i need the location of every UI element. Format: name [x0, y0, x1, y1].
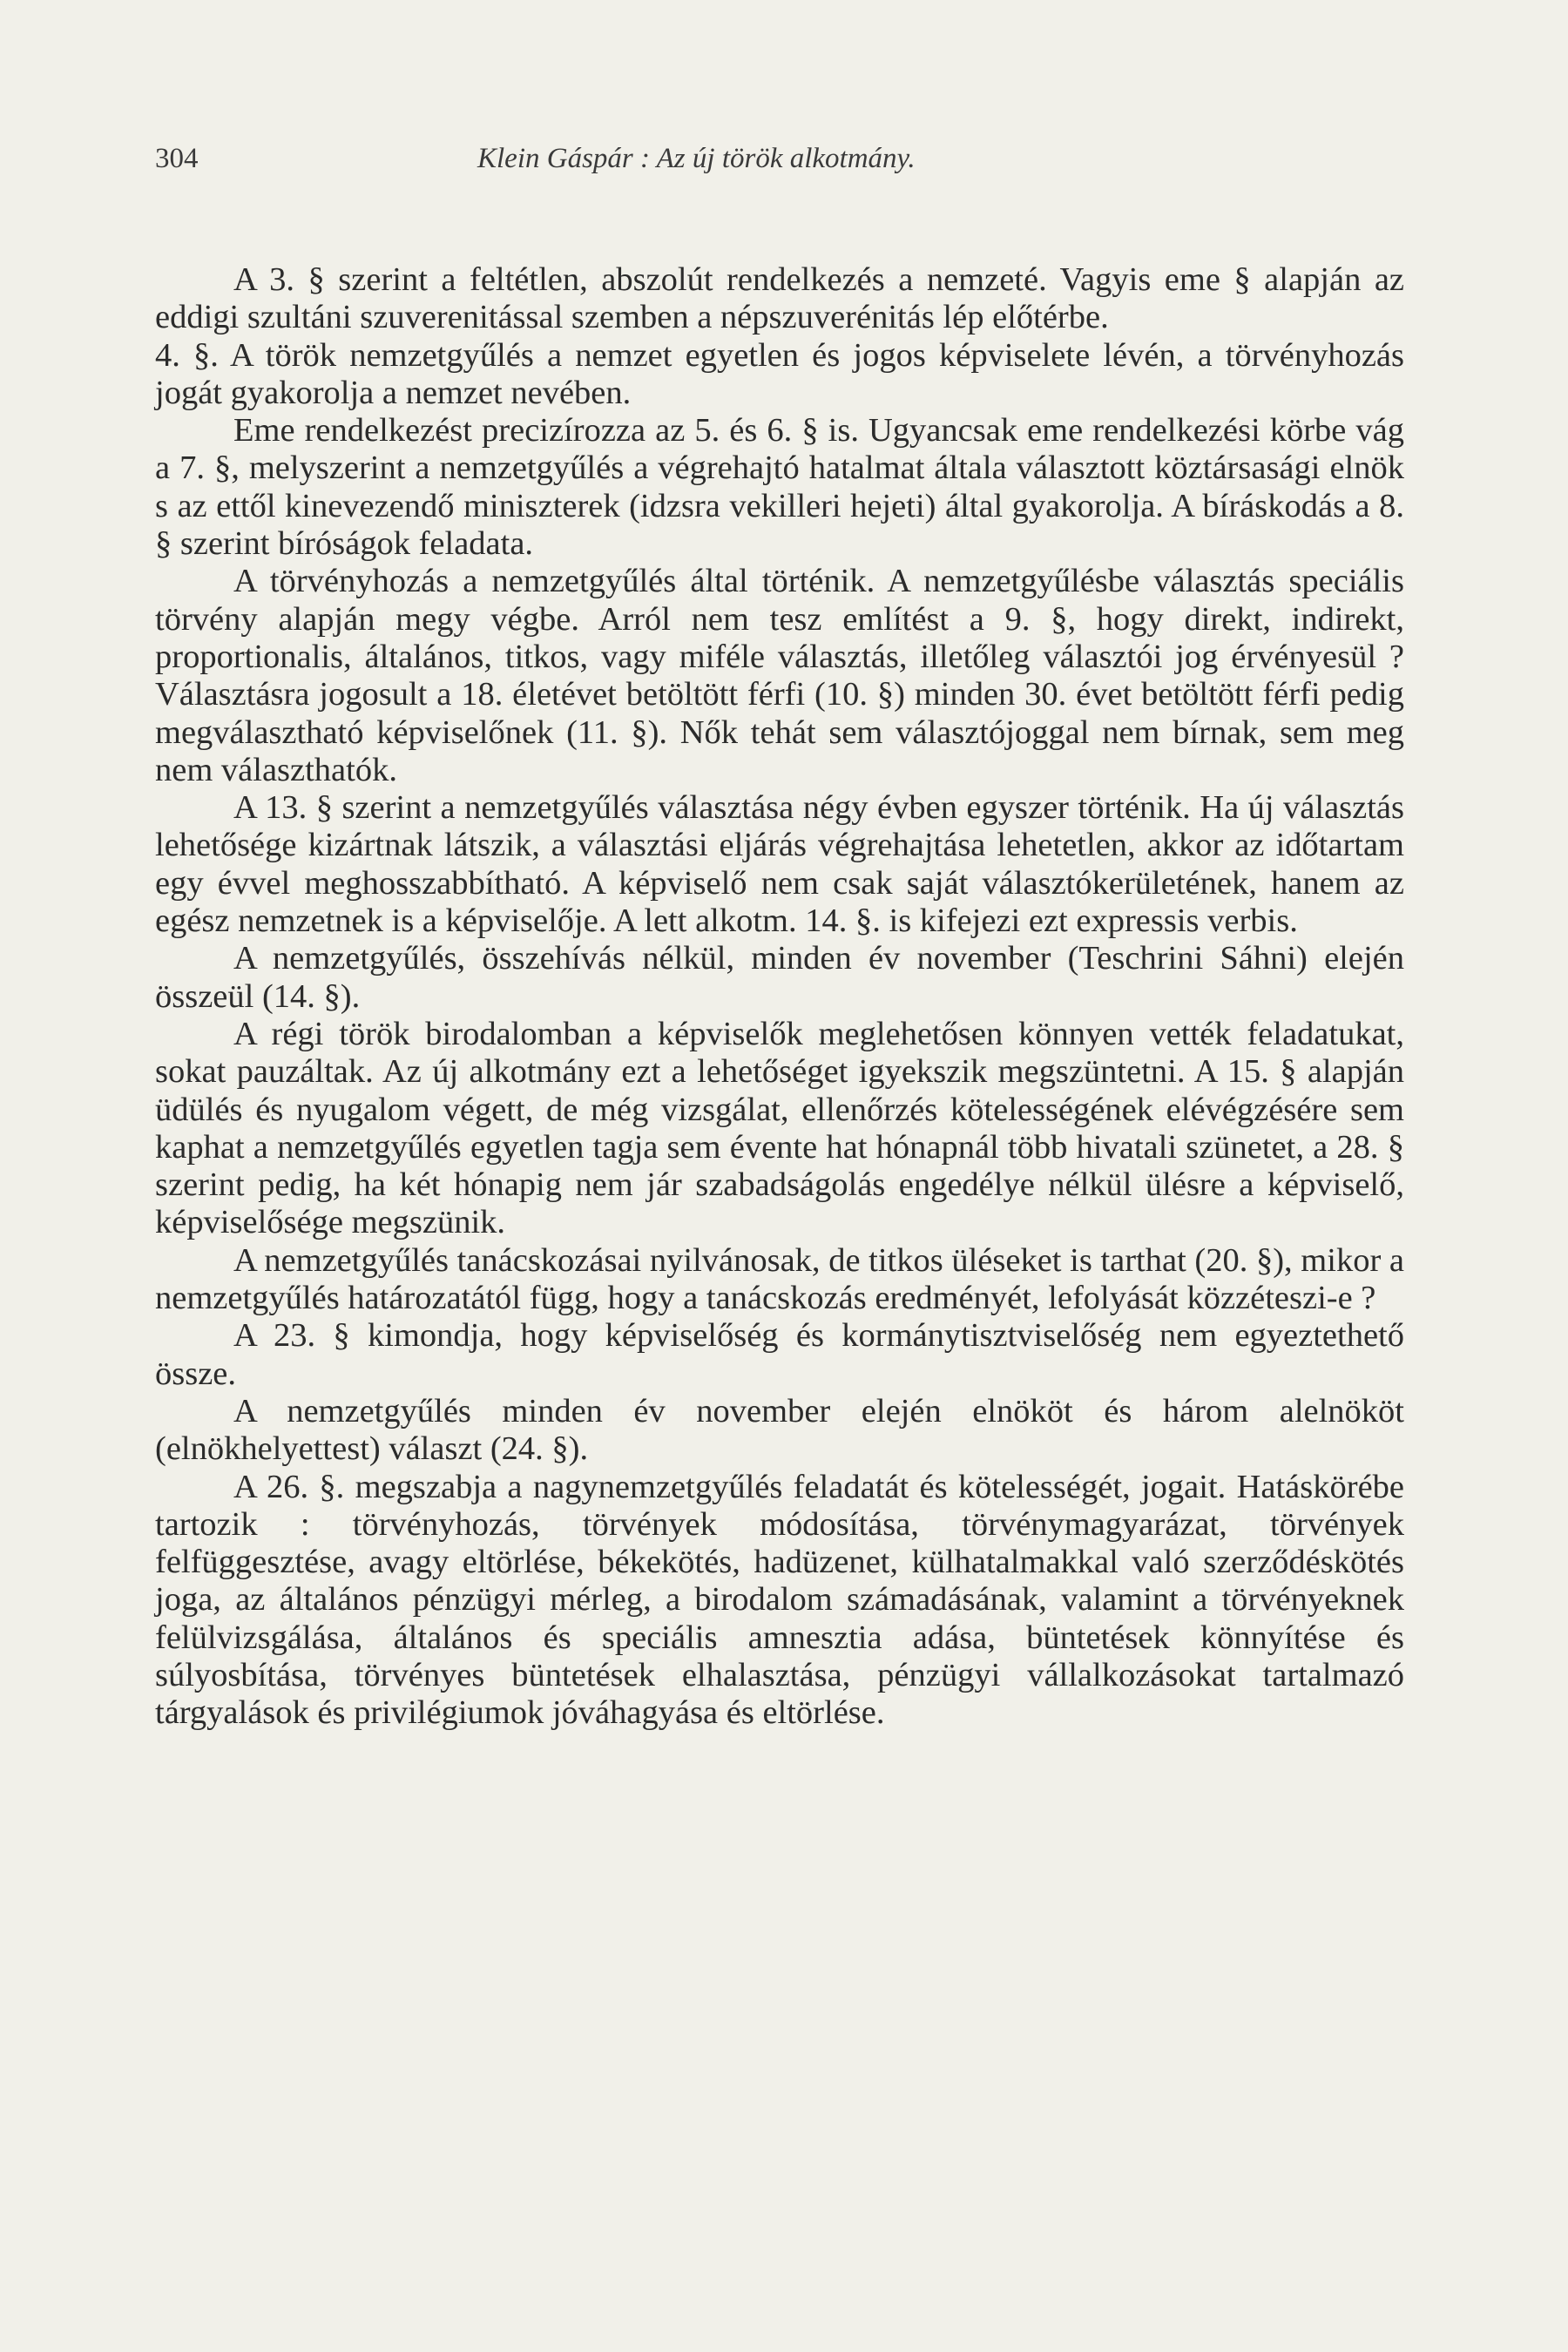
- paragraph: A nemzetgyűlés minden év november elején elnököt és három alelnököt (elnökhelyettest) választ (24. §).: [155, 1392, 1404, 1468]
- paragraph: A 3. § szerint a feltétlen, abszolút rendelkezés a nemzeté. Vagyis eme § alapján az eddigi szultáni szuverenitással szemben a népszuverénitás lép előtérbe.: [155, 261, 1404, 336]
- paragraph: Eme rendelkezést precizírozza az 5. és 6. § is. Ugyancsak eme rendelkezési körbe vág a 7. §, melyszerint a nemzetgyűlés a végrehajtó hatalmat általa választott köztársasági elnök s az ettől kinevezendő miniszterek (idzsra vekilleri hejeti) által gyakorolja. A bíráskodás a 8. § szerint bíróságok feladata.: [155, 412, 1404, 563]
- paragraph: 4. §. A török nemzetgyűlés a nemzet egyetlen és jogos képviselete lévén, a törvényhozás jogát gyakorolja a nemzet nevében.: [155, 336, 1404, 411]
- paragraph: A nemzetgyűlés tanácskozásai nyilvánosak, de titkos üléseket is tarthat (20. §), mikor a nemzetgyűlés határozatától függ, hogy a tanácskozás eredményét, lefolyását közzéteszi-e ?: [155, 1241, 1404, 1317]
- paragraph: A 23. § kimondja, hogy képviselőség és kormánytisztviselőség nem egyeztethető össze.: [155, 1317, 1404, 1392]
- paragraph: A törvényhozás a nemzetgyűlés által történik. A nemzetgyűlésbe választás speciális törvény alapján megy végbe. Arról nem tesz említést a 9. §, hogy direkt, indirekt, proportionalis, általános, titkos, vagy miféle választás, illetőleg választói jog érvényesül ? Választásra jogosult a 18. életévet betöltött férfi (10. §) minden 30. évet betöltött férfi pedig megválasztható képviselőnek (11. §). Nők tehát sem választójoggal nem bírnak, sem meg nem választhatók.: [155, 563, 1404, 788]
- page-number: 304: [155, 143, 199, 174]
- running-head: [155, 139, 1402, 178]
- running-title: Klein Gáspár : Az új török alkotmány.: [477, 143, 916, 174]
- paragraph: A régi török birodalomban a képviselők meglehetősen könnyen vették feladatukat, sokat pauzáltak. Az új alkotmány ezt a lehetőséget igyekszik megszüntetni. A 15. § alapján üdülés és nyugalom végett, de még vizsgálat, ellenőrzés kötelességének elévégzésére sem kaphat a nemzetgyűlés egyetlen tagja sem évente hat hónapnál több hivatali szünetet, a 28. § szerint pedig, ha két hónapig nem jár szabadságolás engedélye nélkül ülésre a képviselő, képviselősége megszünik.: [155, 1015, 1404, 1241]
- body-text: [155, 261, 1404, 1733]
- paragraph: A nemzetgyűlés, összehívás nélkül, minden év november (Teschrini Sáhni) elején összeül (14. §).: [155, 940, 1404, 1015]
- paragraph: A 26. §. megszabja a nagynemzetgyűlés feladatát és kötelességét, jogait. Hatáskörébe tartozik : törvényhozás, törvények módosítása, törvénymagyarázat, törvények felfüggesztése, avagy eltörlése, békekötés, hadüzenet, külhatalmakkal való szerződéskötés joga, az általános pénzügyi mérleg, a birodalom számadásának, valamint a törvényeknek felülvizsgálása, általános és speciális amnesztia adása, büntetések könnyítése és súlyosbítása, törvényes büntetések elhalasztása, pénzügyi vállalkozásokat tartalmazó tárgyalások és privilégiumok jóváhagyása és eltörlése.: [155, 1468, 1404, 1732]
- paragraph: A 13. § szerint a nemzetgyűlés választása négy évben egyszer történik. Ha új választás lehetősége kizártnak látszik, a választási eljárás végrehajtása lehetetlen, akkor az időtartam egy évvel meghosszabbítható. A képviselő nem csak saját választókerületének, hanem az egész nemzetnek is a képviselője. A lett alkotm. 14. §. is kifejezi ezt expressis verbis.: [155, 789, 1404, 940]
